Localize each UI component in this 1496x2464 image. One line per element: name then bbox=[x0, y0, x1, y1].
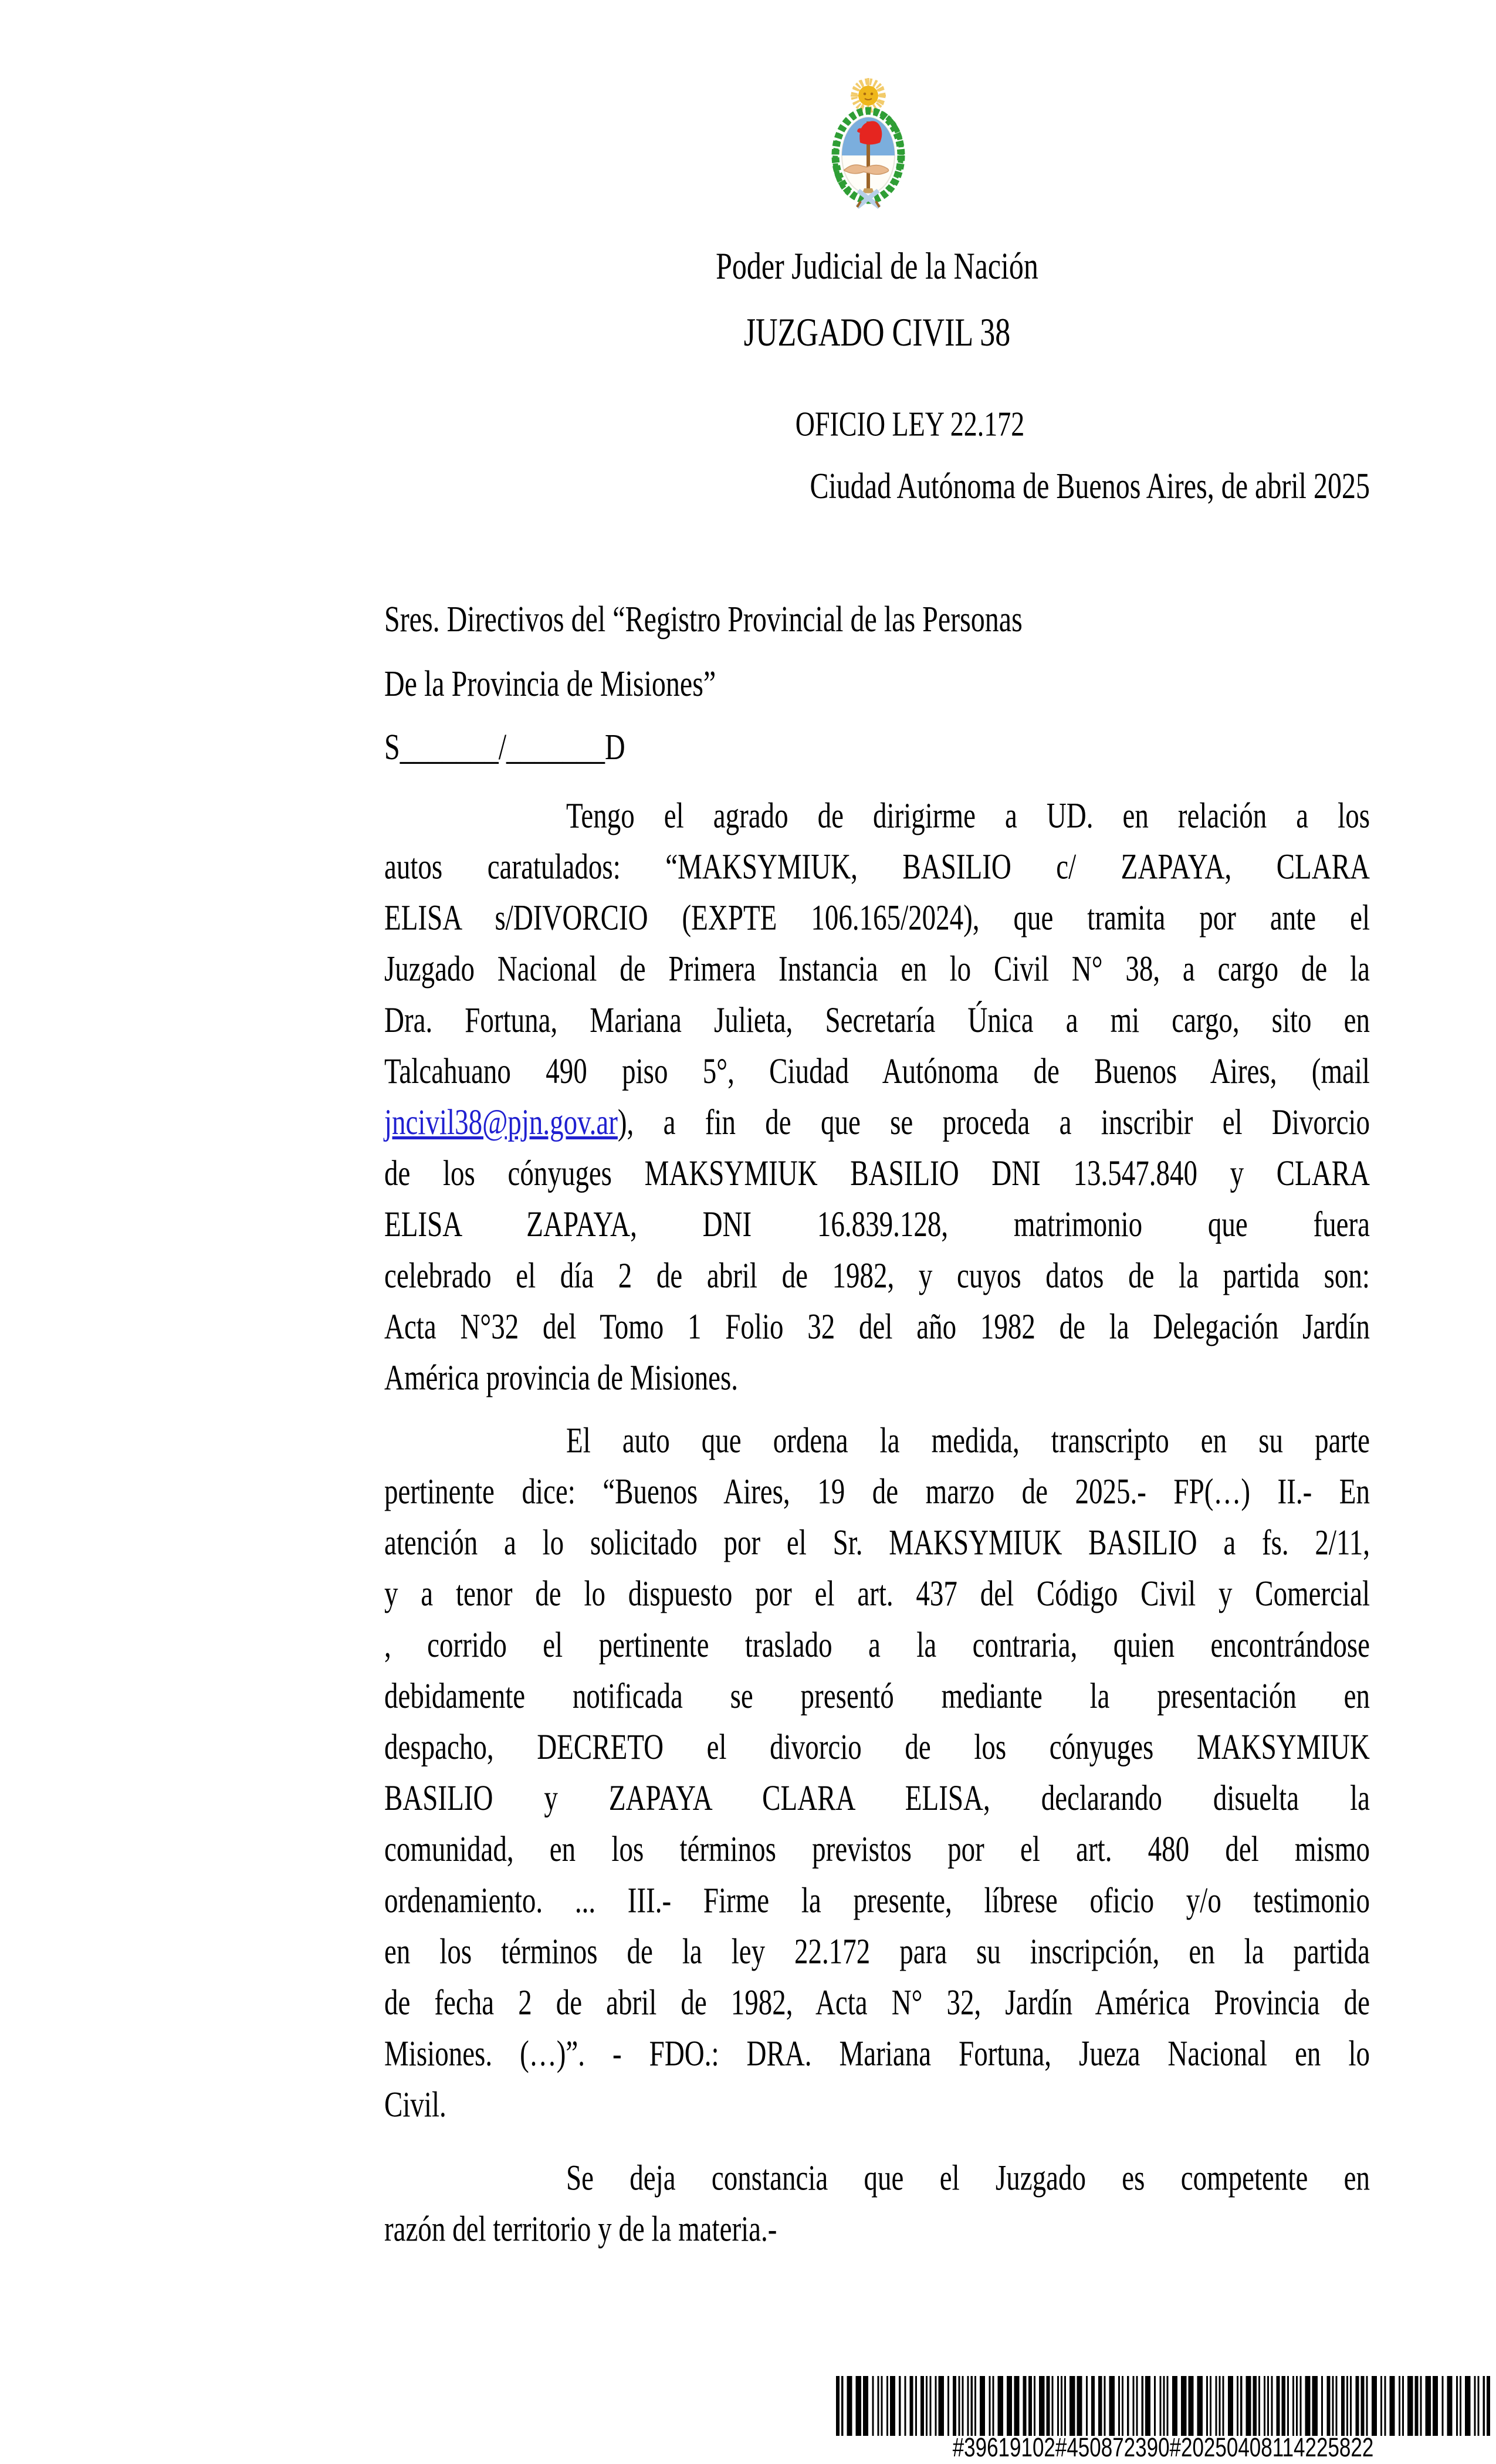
addressee-line-1: Sres. Directivos del “Registro Provincial de las Personas bbox=[384, 599, 1023, 640]
text-line: de fecha 2 de abril de 1982, Acta N° 32, Jardín América Provincia de bbox=[384, 1983, 1370, 2023]
text-line: El auto que ordena la medida, transcripto en su parte bbox=[566, 1421, 1370, 1461]
date-line: Ciudad Autónoma de Buenos Aires, de abril 2025 bbox=[810, 466, 1370, 507]
paragraph-3 bbox=[384, 2153, 1370, 2255]
text-line: celebrado el día 2 de abril de 1982, y cuyos datos de la partida son: bbox=[384, 1256, 1370, 1296]
text-line: , corrido el pertinente traslado a la contraria, quien encontrándose bbox=[384, 1625, 1370, 1666]
text-line: y a tenor de lo dispuesto por el art. 437 del Código Civil y Comercial bbox=[384, 1574, 1370, 1614]
paragraph-1 bbox=[384, 791, 1370, 1404]
text-line: de los cónyuges MAKSYMIUK BASILIO DNI 13.547.840 y CLARA bbox=[384, 1153, 1370, 1194]
doc-type-title: OFICIO LEY 22.172 bbox=[795, 404, 1025, 444]
court-title: JUZGADO CIVIL 38 bbox=[743, 311, 1011, 355]
text-line: ordenamiento. ... III.- Firme la presente, líbrese oficio y/o testimonio bbox=[384, 1881, 1370, 1921]
text-line: razón del territorio y de la materia.- bbox=[384, 2209, 777, 2249]
text-line: BASILIO y ZAPAYA CLARA ELISA, declarando disuelta la bbox=[384, 1778, 1370, 1819]
text-line: Acta N°32 del Tomo 1 Folio 32 del año 1982 de la Delegación Jardín bbox=[384, 1307, 1370, 1347]
text-line: jncivil38@pjn.gov.ar), a fin de que se proceda a inscribir el Divorcio bbox=[384, 1102, 1370, 1143]
text-line: pertinente dice: “Buenos Aires, 19 de marzo de 2025.- FP(…) II.- En bbox=[384, 1472, 1370, 1512]
salutation-line: S_______/_______D bbox=[384, 727, 625, 768]
text-line: América provincia de Misiones. bbox=[384, 1358, 738, 1398]
text-line: Civil. bbox=[384, 2085, 446, 2125]
text-line: Talcahuano 490 piso 5°, Ciudad Autónoma de Buenos Aires, (mail bbox=[384, 1051, 1370, 1092]
text-line: Misiones. (…)”. - FDO.: DRA. Mariana Fortuna, Jueza Nacional en lo bbox=[384, 2034, 1370, 2074]
text-line: Se deja constancia que el Juzgado es competente en bbox=[566, 2158, 1370, 2198]
email-link[interactable]: jncivil38@pjn.gov.ar bbox=[384, 1102, 618, 1143]
text-line: Dra. Fortuna, Mariana Julieta, Secretaría Única a mi cargo, sito en bbox=[384, 1000, 1370, 1041]
text-line: debidamente notificada se presentó mediante la presentación en bbox=[384, 1676, 1370, 1717]
text-line: ELISA s/DIVORCIO (EXPTE 106.165/2024), que tramita por ante el bbox=[384, 898, 1370, 938]
text-line: Tengo el agrado de dirigirme a UD. en relación a los bbox=[566, 796, 1370, 836]
text-line: ELISA ZAPAYA, DNI 16.839.128, matrimonio que fuera bbox=[384, 1204, 1370, 1245]
text-line: despacho, DECRETO el divorcio de los cónyuges MAKSYMIUK bbox=[384, 1727, 1370, 1768]
coat-of-arms bbox=[825, 75, 911, 211]
barcode-text: #39619102#450872390#20250408114225822 bbox=[952, 2432, 1374, 2463]
barcode-bars bbox=[836, 2376, 1490, 2436]
text-line: comunidad, en los términos previstos por el art. 480 del mismo bbox=[384, 1829, 1370, 1870]
addressee-line-2: De la Provincia de Misiones” bbox=[384, 664, 716, 705]
paragraph-2 bbox=[384, 1416, 1370, 2131]
text-line: Juzgado Nacional de Primera Instancia en lo Civil N° 38, a cargo de la bbox=[384, 949, 1370, 989]
text-line: autos caratulados: “MAKSYMIUK, BASILIO c/ ZAPAYA, CLARA bbox=[384, 847, 1370, 887]
text-line: en los términos de la ley 22.172 para su inscripción, en la partida bbox=[384, 1932, 1370, 1972]
org-title: Poder Judicial de la Nación bbox=[716, 244, 1038, 287]
text-line: atención a lo solicitado por el Sr. MAKSYMIUK BASILIO a fs. 2/11, bbox=[384, 1523, 1370, 1563]
